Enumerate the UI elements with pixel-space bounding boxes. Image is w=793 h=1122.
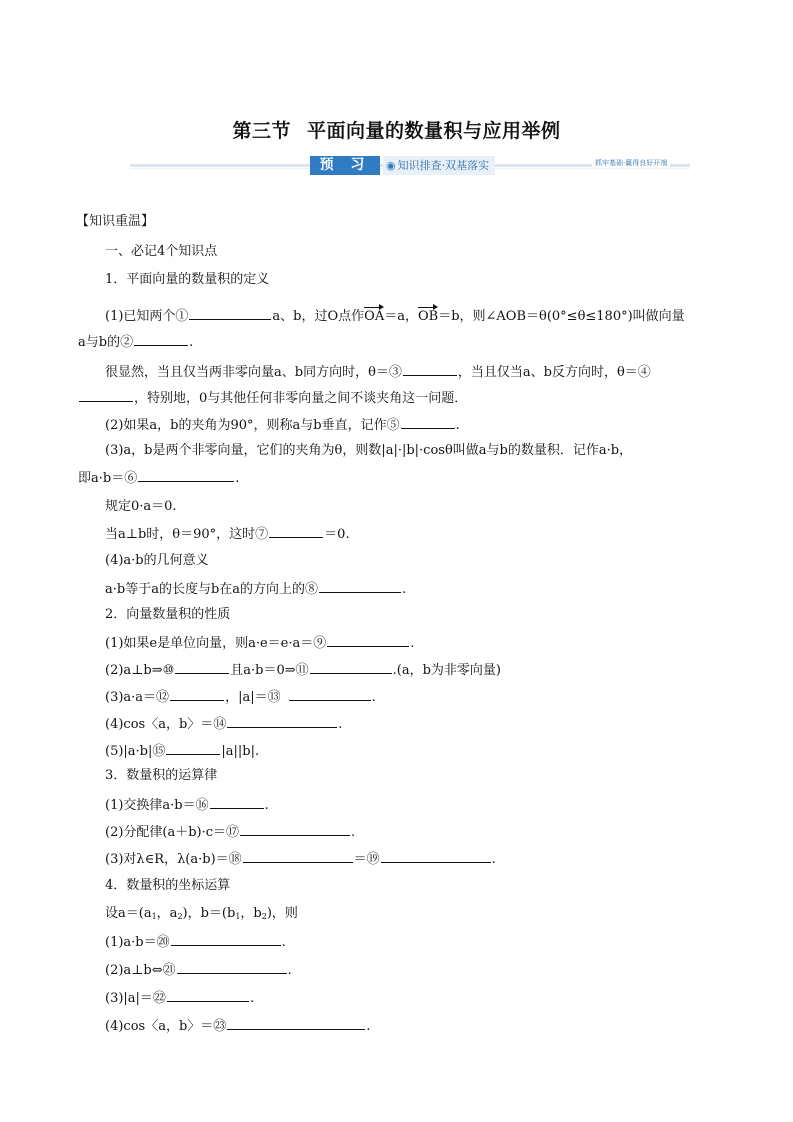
answer-blank[interactable] (289, 688, 371, 701)
banner-slogan: 抓牢基础·赢得良好开端 (592, 158, 670, 168)
text-line: 3．数量积的运算律 (105, 768, 218, 783)
answer-blank[interactable] (227, 715, 337, 728)
answer-blank[interactable] (166, 742, 220, 755)
text-line: 4．数量积的坐标运算 (105, 878, 231, 893)
answer-blank[interactable] (269, 525, 323, 538)
answer-blank[interactable] (210, 796, 264, 809)
text-line: (2)如果a，b的夹角为90°，则称a与b垂直，记作⑤ . (105, 418, 460, 433)
text-line: (1)a·b＝⑳ . (105, 935, 286, 950)
preview-banner (130, 153, 690, 179)
text-line: 很显然，当且仅当两非零向量a、b同方向时，θ＝③ ，当且仅当a、b反方向时，θ＝④ (105, 365, 651, 380)
text-line: ，特别地，0与其他任何非零向量之间不谈夹角这一问题． (78, 389, 467, 407)
text-line: a·b等于a的长度与b在a的方向上的⑧ . (105, 582, 407, 597)
answer-blank[interactable] (138, 469, 234, 482)
answer-blank[interactable] (134, 333, 188, 346)
banner-tag: 预 习 (310, 156, 380, 175)
text-line: (2)a⊥b⇒⑩ 且a·b＝0⇒⑪ .(a，b为非零向量) (105, 663, 501, 678)
text-line: 2．向量数量积的性质 (105, 607, 231, 622)
text-line: (5)|a·b|⑮ |a||b|. (105, 744, 260, 759)
answer-blank[interactable] (171, 933, 281, 946)
text-line: 设a＝(a1，a2)，b＝(b1，b2)，则 (105, 906, 298, 921)
text-line: (4)cos〈a，b〉＝㉓ . (105, 1019, 371, 1034)
answer-blank[interactable] (189, 307, 271, 320)
vector-ob: OB (417, 309, 439, 324)
text-line: (3)对λ∈R，λ(a·b)＝⑱ ＝⑲ . (105, 852, 496, 867)
answer-blank[interactable] (177, 961, 287, 974)
section-number: 第三节 (232, 120, 291, 142)
answer-blank[interactable] (403, 363, 457, 376)
text-line: 即a·b＝⑥ . (78, 471, 240, 486)
answer-blank[interactable] (170, 688, 224, 701)
text-line: (4)cos〈a，b〉＝⑭ . (105, 717, 343, 732)
text-line: (1)如果e是单位向量，则a·e＝e·a＝⑨ . (105, 636, 415, 651)
text-line: 规定0·a＝0. (105, 499, 177, 514)
text-line: (3)|a|＝㉒ . (105, 991, 255, 1006)
vector-oa: OA (364, 309, 385, 324)
text-line: a与b的② . (78, 335, 194, 350)
answer-blank[interactable] (327, 634, 409, 647)
section-header: 【知识重温】 (76, 214, 155, 229)
answer-blank[interactable] (227, 1017, 365, 1030)
answer-blank[interactable] (243, 850, 353, 863)
page-title (0, 116, 793, 143)
text-line: (1)已知两个① a、b，过O点作OA＝a，OB＝b，则∠AOB＝θ(0°≤θ≤180°)叫做向量 (105, 309, 685, 324)
answer-blank[interactable] (310, 661, 392, 674)
banner-subtitle: ◉ 知识排查·双基落实 (383, 156, 495, 175)
bullet-icon: ◉ (386, 159, 396, 172)
text-line: 当a⊥b时，θ＝90°，这时⑦ ＝0. (105, 527, 350, 542)
text-line: 一、必记4个知识点 (105, 244, 218, 259)
answer-blank[interactable] (401, 416, 455, 429)
section-topic: 平面向量的数量积与应用举例 (307, 120, 561, 142)
answer-blank[interactable] (175, 661, 229, 674)
answer-blank[interactable] (319, 580, 401, 593)
text-line: (3)a，b是两个非零向量，它们的夹角为θ，则数|a|·|b|·cosθ叫做a与b的数量积．记作a·b， (105, 443, 633, 458)
text-line: (3)a·a＝⑫ ，|a|＝⑬ . (105, 690, 376, 705)
answer-blank[interactable] (79, 389, 133, 402)
answer-blank[interactable] (240, 823, 350, 836)
answer-blank[interactable] (167, 989, 249, 1002)
answer-blank[interactable] (381, 850, 491, 863)
text-line: (1)交换律a·b＝⑯ . (105, 798, 269, 813)
text-line: 1．平面向量的数量积的定义 (105, 272, 270, 287)
text-line: (2)a⊥b⇔㉑ . (105, 963, 292, 978)
text-line: (4)a·b的几何意义 (105, 553, 209, 568)
text-line: (2)分配律(a＋b)·c＝⑰ . (105, 825, 356, 840)
